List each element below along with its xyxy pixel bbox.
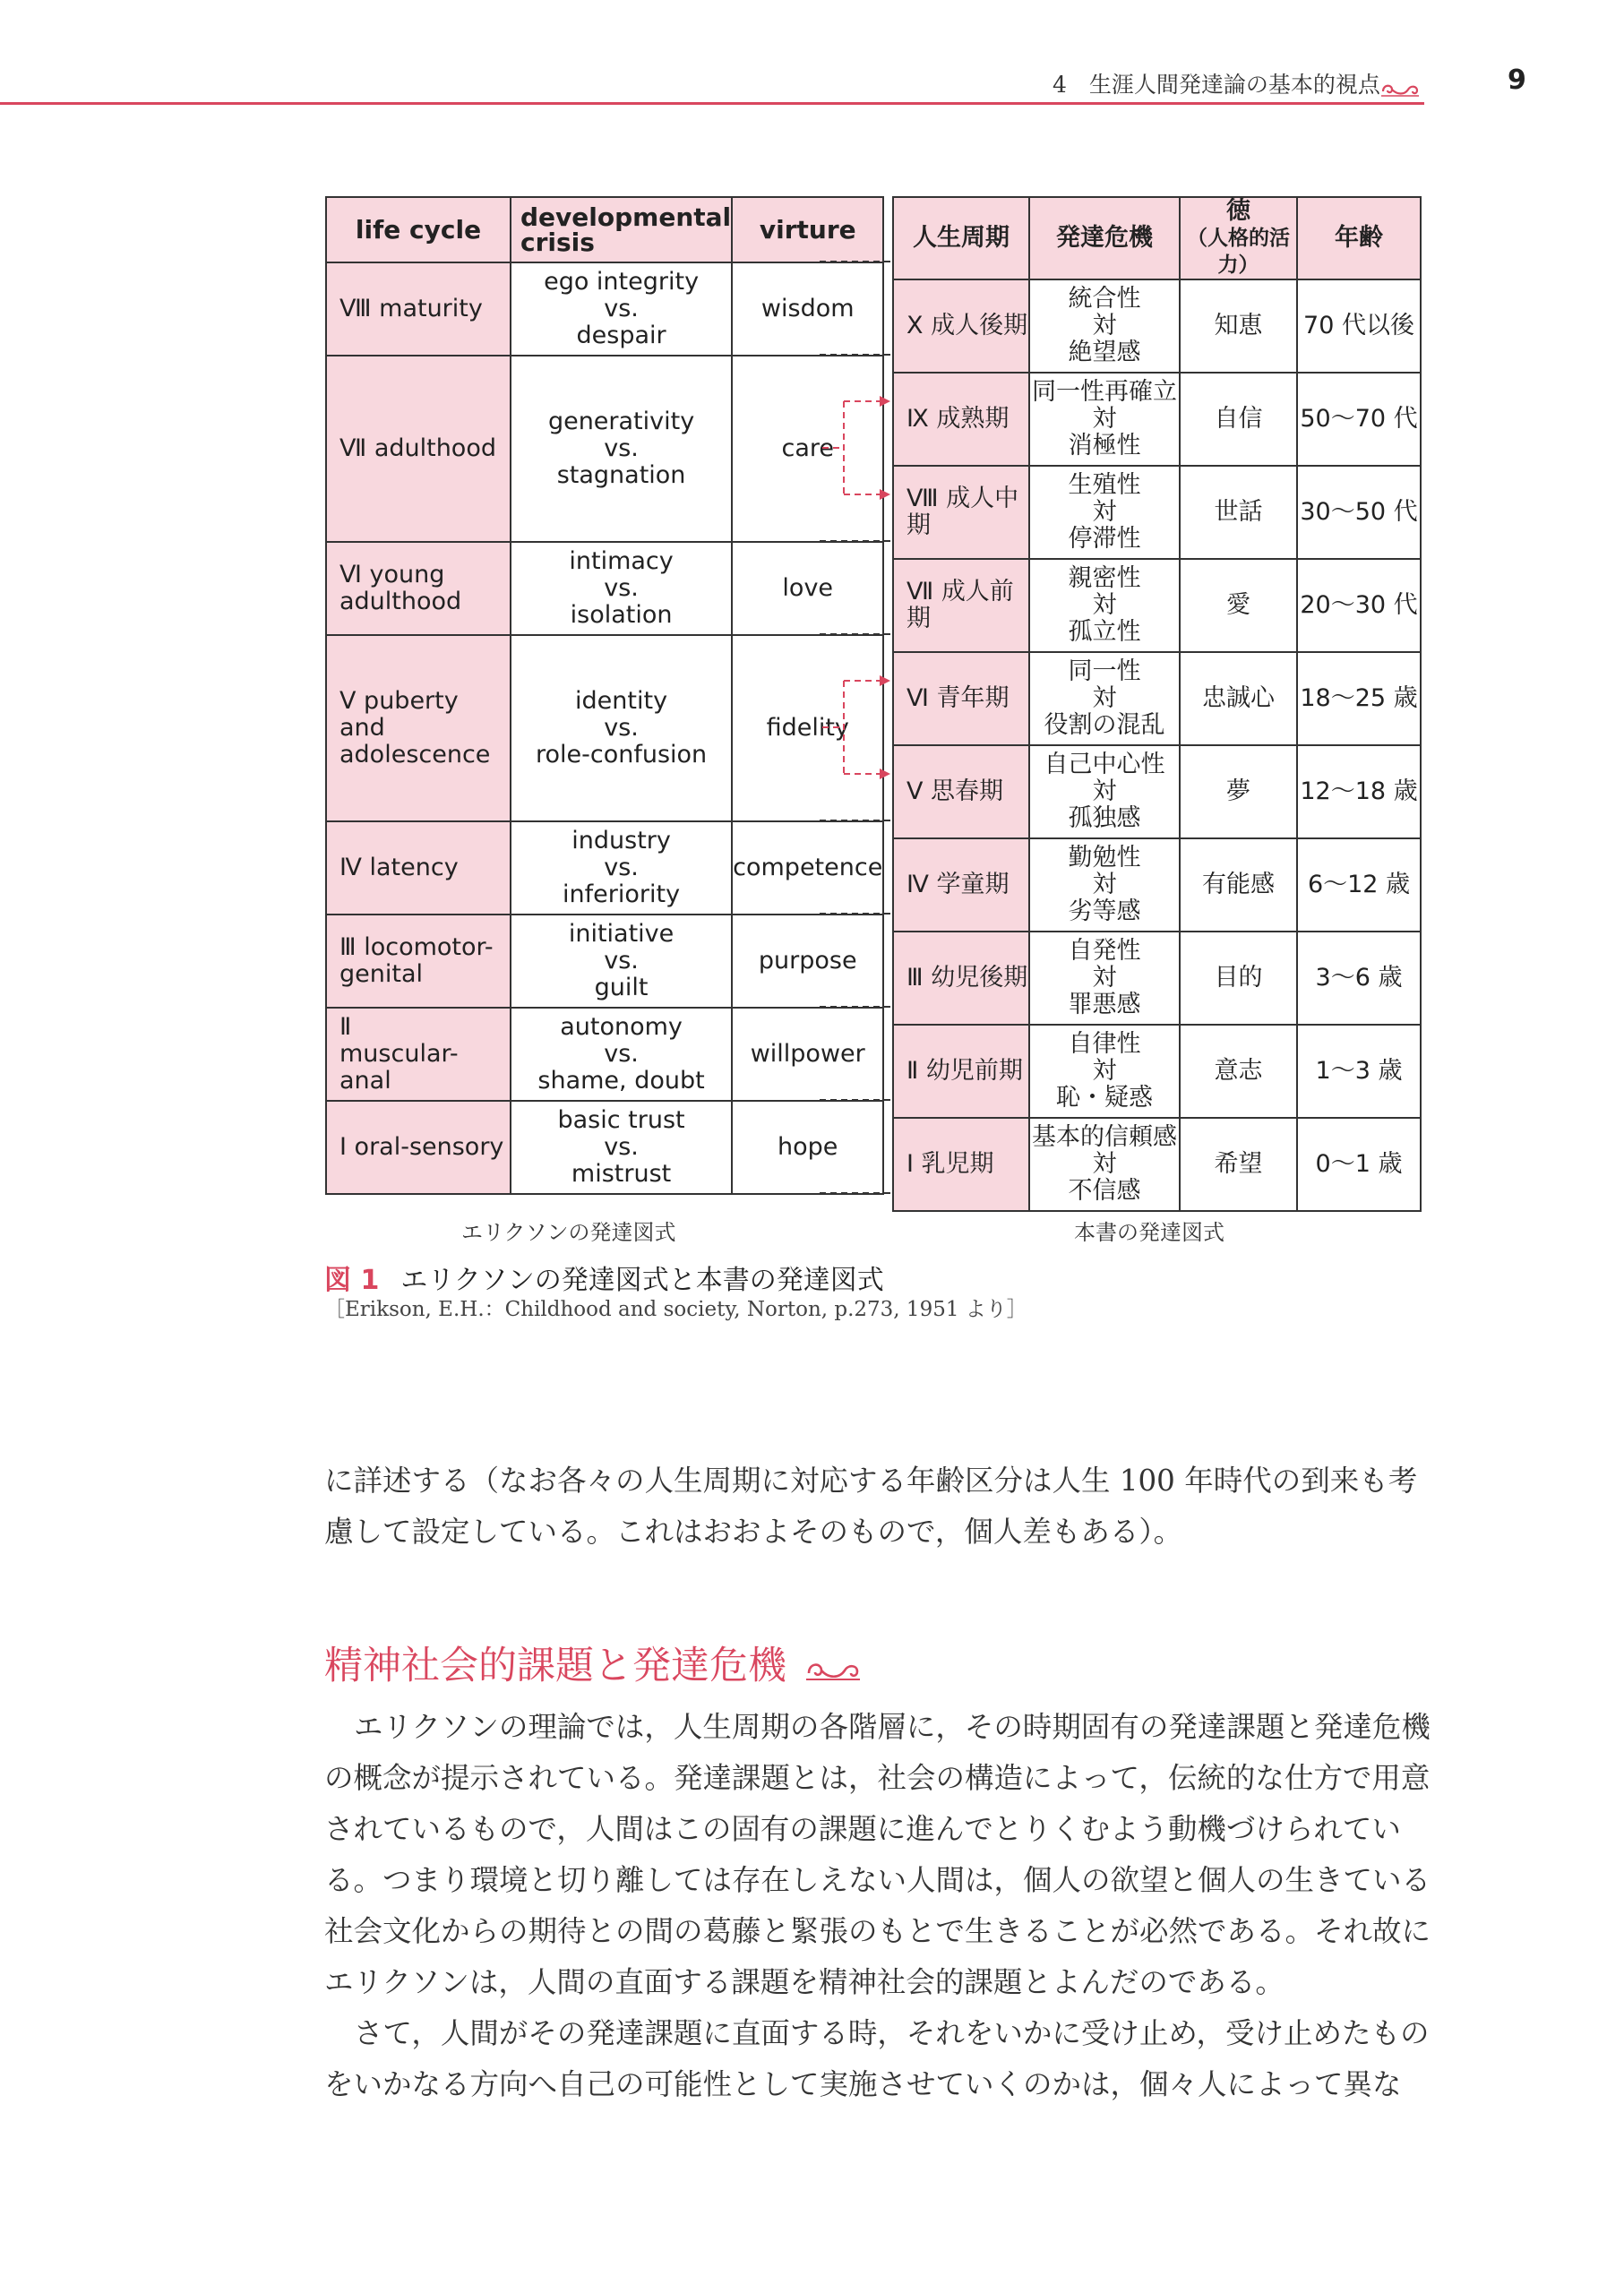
figure-source: ［Erikson, E.H.：Childhood and society, Norton, p.273, 1951 より］ bbox=[324, 1298, 1027, 1321]
crisis-cell: basic trust vs. mistrust bbox=[511, 1101, 732, 1194]
table-row-stage: Ⅱ muscular-anal bbox=[326, 1008, 511, 1101]
stage-connectors bbox=[815, 196, 896, 1204]
table-row-stage: Ⅲ locomotor-genital bbox=[326, 915, 511, 1008]
table-row-stage: Ⅰ oral-sensory bbox=[326, 1101, 511, 1194]
crisis-cell: generativity vs. stagnation bbox=[511, 356, 732, 542]
crisis-cell: autonomy vs. shame, doubt bbox=[511, 1008, 732, 1101]
age-cell: 1〜3 歳 bbox=[1297, 1025, 1421, 1118]
virtue-cell: willpower bbox=[732, 1008, 883, 1101]
virtue-cell: 忠誠心 bbox=[1180, 652, 1297, 745]
virtue-cell: 世話 bbox=[1180, 466, 1297, 559]
table-row-stage: Ⅰ 乳児期 bbox=[893, 1118, 1029, 1211]
header-life-cycle: life cycle bbox=[326, 197, 511, 262]
table-row-stage: Ⅳ latency bbox=[326, 821, 511, 915]
table-row-stage: Ⅵ 青年期 bbox=[893, 652, 1029, 745]
table-row-stage: Ⅴ puberty and adolescence bbox=[326, 635, 511, 821]
virtue-cell: fidelity bbox=[732, 635, 883, 821]
crisis-cell: identity vs. role-confusion bbox=[511, 635, 732, 821]
crisis-cell: 親密性 対 孤立性 bbox=[1029, 559, 1180, 652]
age-cell: 6〜12 歳 bbox=[1297, 838, 1421, 932]
table-row-stage: Ⅵ young adulthood bbox=[326, 542, 511, 635]
table-row-stage: Ⅸ 成熟期 bbox=[893, 373, 1029, 466]
virtue-cell: 愛 bbox=[1180, 559, 1297, 652]
paragraph-2: さて，人間がその発達課題に直面する時，それをいかに受け止め，受け止めたものをいかなる方向へ自己の可能性として実施させていくのかは，個々人によって異な bbox=[324, 2016, 1430, 2101]
virtue-cell: purpose bbox=[732, 915, 883, 1008]
running-header: 4 生涯人間発達論の基本的視点 bbox=[1053, 72, 1380, 98]
virtue-cell: 有能感 bbox=[1180, 838, 1297, 932]
table-row-stage: Ⅶ 成人前期 bbox=[893, 559, 1029, 652]
figure-title: エリクソンの発達図式と本書の発達図式 bbox=[400, 1265, 884, 1296]
table-row-stage: Ⅳ 学童期 bbox=[893, 838, 1029, 932]
right-table-caption: 本書の発達図式 bbox=[1074, 1220, 1224, 1245]
table-row-stage: Ⅹ 成人後期 bbox=[893, 279, 1029, 373]
virtue-cell: 夢 bbox=[1180, 745, 1297, 838]
virtue-cell: 目的 bbox=[1180, 932, 1297, 1025]
header-virtue: 徳 （人格的活力） bbox=[1180, 197, 1297, 279]
section-title: 精神社会的課題と発達危機 bbox=[324, 1644, 786, 1688]
crisis-cell: intimacy vs. isolation bbox=[511, 542, 732, 635]
erikson-table bbox=[325, 196, 884, 1195]
header-virture: virture bbox=[732, 197, 883, 262]
virtue-cell: 希望 bbox=[1180, 1118, 1297, 1211]
age-cell: 18〜25 歳 bbox=[1297, 652, 1421, 745]
age-cell: 70 代以後 bbox=[1297, 279, 1421, 373]
crisis-cell: initiative vs. guilt bbox=[511, 915, 732, 1008]
virtue-cell: love bbox=[732, 542, 883, 635]
virtue-cell: care bbox=[732, 356, 883, 542]
header-life-period: 人生周期 bbox=[893, 197, 1029, 279]
virtue-cell: 意志 bbox=[1180, 1025, 1297, 1118]
paragraph-1: エリクソンの理論では，人生周期の各階層に，その時期固有の発達課題と発達危機の概念が提示されている。発達課題とは，社会の構造によって，伝統的な仕方で用意されているもので，人間はこの固有の課題に進んでとりくむよう動機づけられている。つまり環境と切り離しては存在しえない人間は，個人の欲望と個人の生きている社会文化からの期待との間の葛藤と緊張のもとで生きることが必然である。それ故にエリクソンは，人間の直面する課題を精神社会的課題とよんだのである。 bbox=[324, 1710, 1431, 1999]
swirl-ornament-icon bbox=[1379, 79, 1421, 99]
crisis-cell: ego integrity vs. despair bbox=[511, 262, 732, 356]
age-cell: 12〜18 歳 bbox=[1297, 745, 1421, 838]
crisis-cell: 生殖性 対 停滞性 bbox=[1029, 466, 1180, 559]
crisis-cell: 自己中心性 対 孤独感 bbox=[1029, 745, 1180, 838]
table-row-stage: Ⅶ adulthood bbox=[326, 356, 511, 542]
virtue-cell: wisdom bbox=[732, 262, 883, 356]
header-crisis: 発達危機 bbox=[1029, 197, 1180, 279]
virtue-cell: hope bbox=[732, 1101, 883, 1194]
crisis-cell: 自発性 対 罪悪感 bbox=[1029, 932, 1180, 1025]
table-row-stage: Ⅷ maturity bbox=[326, 262, 511, 356]
virtue-cell: 知恵 bbox=[1180, 279, 1297, 373]
header-age: 年齢 bbox=[1297, 197, 1421, 279]
header-developmental-crisis: developmental crisis bbox=[511, 197, 732, 262]
table-row-stage: Ⅷ 成人中期 bbox=[893, 466, 1029, 559]
table-row-stage: Ⅲ 幼児後期 bbox=[893, 932, 1029, 1025]
intro-paragraph: に詳述する（なお各々の人生周期に対応する年齢区分は人生 100 年時代の到来も考慮して設定している。これはおおよそのもので，個人差もある）。 bbox=[324, 1464, 1418, 1549]
crisis-cell: 統合性 対 絶望感 bbox=[1029, 279, 1180, 373]
crisis-cell: 同一性再確立 対 消極性 bbox=[1029, 373, 1180, 466]
age-cell: 50〜70 代 bbox=[1297, 373, 1421, 466]
table-row-stage: Ⅴ 思春期 bbox=[893, 745, 1029, 838]
crisis-cell: 自律性 対 恥・疑惑 bbox=[1029, 1025, 1180, 1118]
crisis-cell: 基本的信頼感 対 不信感 bbox=[1029, 1118, 1180, 1211]
crisis-cell: 同一性 対 役割の混乱 bbox=[1029, 652, 1180, 745]
virtue-cell: 自信 bbox=[1180, 373, 1297, 466]
book-table bbox=[892, 196, 1422, 1212]
table-row-stage: Ⅱ 幼児前期 bbox=[893, 1025, 1029, 1118]
crisis-cell: 勤勉性 対 劣等感 bbox=[1029, 838, 1180, 932]
figure-caption bbox=[324, 1258, 884, 1297]
age-cell: 20〜30 代 bbox=[1297, 559, 1421, 652]
figure-number: 図 1 bbox=[324, 1265, 380, 1296]
left-table-caption: エリクソンの発達図式 bbox=[461, 1220, 676, 1245]
page-number: 9 bbox=[1508, 64, 1526, 96]
age-cell: 30〜50 代 bbox=[1297, 466, 1421, 559]
header-rule bbox=[0, 102, 1424, 105]
virtue-cell: competence bbox=[732, 821, 883, 915]
age-cell: 3〜6 歳 bbox=[1297, 932, 1421, 1025]
crisis-cell: industry vs. inferiority bbox=[511, 821, 732, 915]
age-cell: 0〜1 歳 bbox=[1297, 1118, 1421, 1211]
swirl-ornament-icon bbox=[803, 1655, 863, 1682]
